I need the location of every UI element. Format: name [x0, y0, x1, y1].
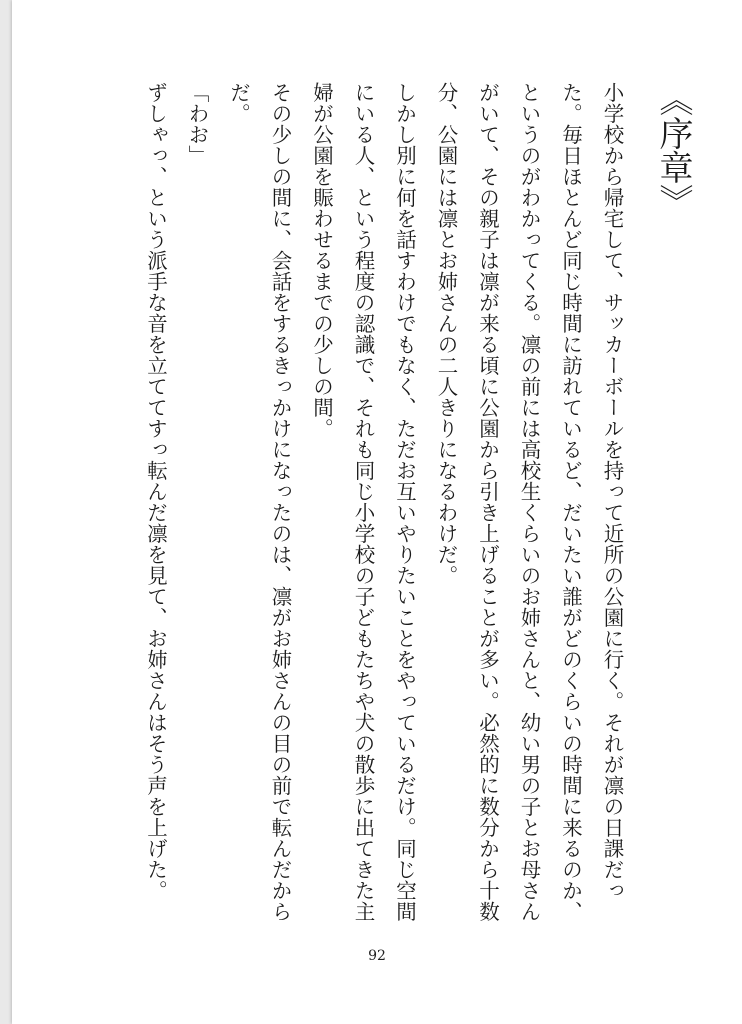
vertical-text-body: [134, 82, 714, 942]
paragraph-1: 小学校から帰宅して、サッカーボールを持って近所の公園に行く。それが凛の日課だった。毎日ほとんど同じ時間に訪れているど、だいたい誰がどのくらいの時間に来るのか、というのがわかってくる。凛の前には高校生くらいのお姉さんと、幼い男の子とお母さんがいて、その親子は凛が来る頃に公園から引き上げることが多い。必然的に数分から十数分、公園には凛とお姉さんの二人きりになるわけだ。: [434, 82, 624, 922]
page-number: 92: [368, 948, 386, 964]
book-page: [12, 0, 742, 1024]
paragraph-5: ずしゃっ、という派手な音を立ててすっ転んだ凛を見て、お姉さんはそう声を上げた。: [143, 82, 168, 901]
paragraph-3: その少しの間に、会話をするきっかけになったのは、凛がお姉さんの目の前で転んだからだ。: [226, 82, 292, 922]
paragraph-4: 「わお」: [185, 82, 209, 166]
paragraph-2: しかし別に何を話すわけでもなく、ただお互いやりたいことをやっているだけ。同じ空間にいる人、という程度の認識で、それも同じ小学校の子どもたちや犬の散歩に出てきた主婦が公園を賑わせるまでの少しの間。: [309, 82, 417, 922]
chapter-title: 《序章》: [653, 82, 693, 218]
